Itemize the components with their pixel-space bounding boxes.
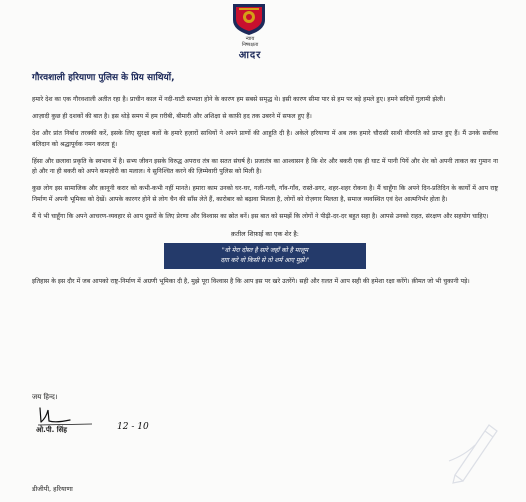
handwritten-date: 12 - 10 [117,422,149,432]
signatory-name: ओ.पी. सिंह [36,426,67,434]
paragraph-2: आज़ादी कुछ ही दशकों की बात है। इस थोड़े समय में हम ग़रीबी, बीमारी और अशिक्षा से काफ़ी हद तक उबरने में सफल हुए हैं। [32,113,312,120]
closing-paragraph: इतिहास के इस दौर में जब आपको राष्ट्र-निर्माण में अग्रणी भूमिका दी है, मुझे पूरा विश्वास है कि आप इस पर खरे उतरेंगे। सही और ग़लत में आप सही की हमेशा रक्षा करेंगे। क़ीमत जो भी चुकानी पड़े। [32,277,470,285]
verse-quote-box [164,243,366,269]
police-emblem-icon [230,2,268,36]
letter-body [32,70,498,294]
jai-hind: जय हिन्द। [32,393,58,401]
signoff [32,393,232,493]
pen-watermark-icon [445,415,505,485]
paragraph-4: हिंसा और छलावा प्रकृति के स्वभाव में है। सभ्य जीवन इसके विरुद्ध अपराध तंत्र का सतत संघर्ष है। प्रजातंत्र का आश्वासन है कि शेर और बकरी एक ही घाट में पानी पियें और शेर को अपनी ताकत का गुमान ना हो और ना ही बकरी को अपने कमज़ोरी का मलाल। ये सुनिश्चित करने की ज़िम्मेवारी पुलिस को मिली है। [32,157,498,175]
verse-intro: क़तील शिफ़ाई का एक शेर है: [231,229,299,238]
handwritten-signature-icon [36,404,96,428]
salutation: गौरवशाली हरियाणा पुलिस के प्रिय साथियों, [32,73,175,83]
letterhead-motto: न्याय निष्पक्षता [241,36,259,48]
verse-line-2: दग़ा करे वो किसी से तो शर्म आए मुझे।" [220,256,310,264]
verse-line-1: "वो मेरा दोस्त है सारे जहाँ को है मालूम [221,246,309,254]
paragraph-1: हमारे देश का एक गौरवशाली अतीत रहा है। प्राचीन काल में नदी-घाटी सभ्यता होने के कारण हम सबसे समृद्ध थे। इसी कारण सीमा पार से हम पर बड़े हमले हुए। हमने सदियों गुलामी झेली। [32,96,446,103]
paragraph-6: मैं ये भी चाहूँगा कि अपने आचरण-व्यवहार से आप दूसरों के लिए प्रेरणा और विश्वास का स्रोत बनें। इस बात को समझें कि लोगों ने पीढ़ी-दर-दर बहुत सहा है। आपसे उनको राहत, संरक्षण और सहयोग चाहिए। [32,212,489,220]
signatory-designation: डीजीपी, हरियाणा [32,485,73,493]
letterhead-brand: आदर [238,50,262,61]
paragraph-5: कुछ लोग इस सामाजिक और क़ानूनी करार को कभी-कभी नहीं मानते। हमारा काम उनको घर-घर, गली-गली, गाँव-गाँव, रास्ते-डगर, शहर-शहर रोकना है। मैं चाहूँगा कि अपने दिन-प्रतिदिन के कार्यों में आप राष्ट्र निर्माण में अपनी भूमिका को देखें। आपके कारगर होने से लोग चैन की साँस लेते हैं, कारोबार को बढ़ावा मिलता है, लोगों को रोज़गार मिलता है, समाज व्यवस्थित एवं देश आत्मनिर्भर होता है। [32,185,498,203]
letterhead [0,0,526,62]
signature-area [32,404,232,450]
paragraph-3: देश और प्रांत निर्बाध तरक्की करें, इसके लिए सुरक्षा बलों के हमारे हज़ारों साथियों ने अपने प्राणों की आहुति दी है। अकेले हरियाणा में अब तक हमारे चौरासी साथी वीरगति को प्राप्त हुए हैं। मैं उनके सर्वोच्च बलिदान को श्रद्धापूर्वक नमन करता हूं। [32,130,498,148]
